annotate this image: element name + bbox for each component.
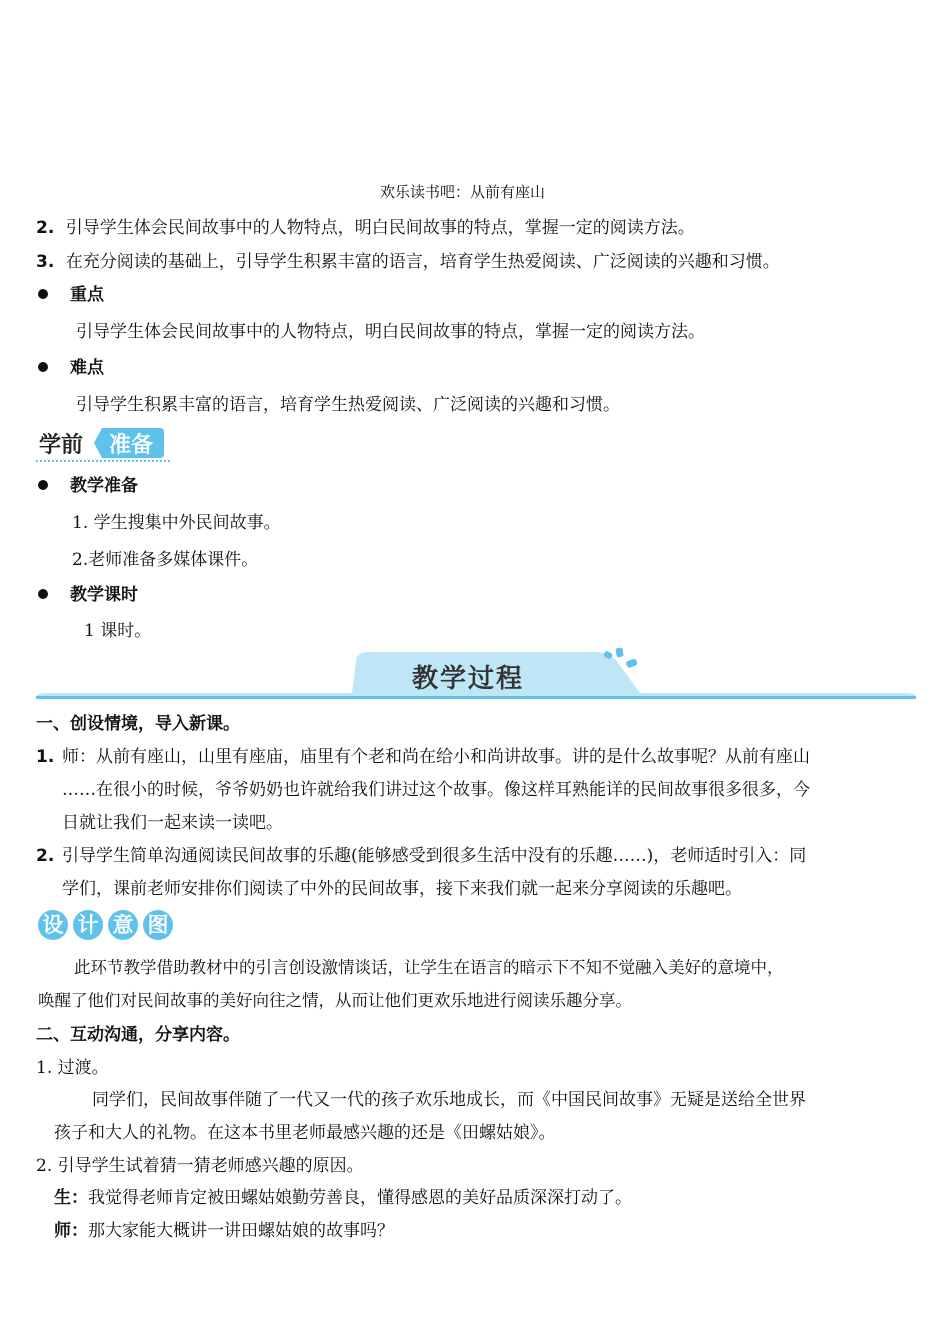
design-badge-char: 设 [38, 910, 68, 940]
paragraph-number: 1. [36, 747, 55, 767]
prep-badge-part1: 学前 [39, 433, 84, 458]
paragraph-line: ……在很小的时候，爷爷奶奶也许就给我们讲过这个故事。像这样耳熟能详的民间故事很多很多，今 [62, 780, 810, 800]
objective-item [36, 216, 695, 240]
list-item: 2. 引导学生试着猜一猜老师感兴趣的原因。 [36, 1156, 364, 1176]
objective-text: 引导学生体会民间故事中的人物特点，明白民间故事的特点，掌握一定的阅读方法。 [65, 218, 695, 238]
bullet-icon [38, 480, 48, 490]
process-banner-label: 教学过程 [412, 664, 525, 694]
design-badge-char: 图 [143, 910, 173, 940]
list-item: 1. 学生搜集中外民间故事。 [72, 513, 281, 533]
paragraph-line: 引导学生简单沟通阅读民间故事的乐趣(能够感受到很多生活中没有的乐趣……)，老师适时引入：同 [62, 846, 807, 866]
paragraph-line: 学们，课前老师安排你们阅读了中外的民间故事，接下来我们就一起来分享阅读的乐趣吧。 [62, 879, 742, 899]
dialog-speaker: 生： [54, 1188, 88, 1208]
paragraph-line: 师：从前有座山，山里有座庙，庙里有个老和尚在给小和尚讲故事。讲的是什么故事呢？从前有座山 [62, 747, 810, 767]
difficulty-text: 引导学生积累丰富的语言，培育学生热爱阅读、广泛阅读的兴趣和习惯。 [76, 395, 620, 415]
list-item: 1. 过渡。 [36, 1058, 109, 1078]
key-point-label: 重点 [70, 285, 104, 305]
objective-number: 3. [36, 252, 55, 272]
design-text-line: 此环节教学借助教材中的引言创设激情谈话，让学生在语言的暗示下不知不觉融入美好的意境中， [74, 958, 784, 977]
prep-badge-underline [36, 460, 170, 462]
paragraph-line: 同学们，民间故事伴随了一代又一代的孩子欢乐地成长，而《中国民间故事》无疑是送给全世界 [92, 1090, 806, 1110]
bullet-icon [38, 589, 48, 599]
dialog-line [54, 1186, 632, 1210]
key-point-text: 引导学生体会民间故事中的人物特点，明白民间故事的特点，掌握一定的阅读方法。 [76, 322, 705, 342]
objective-number: 2. [36, 218, 55, 238]
dialog-text: 那大家能大概讲一讲田螺姑娘的故事吗？ [88, 1221, 394, 1241]
page-title: 欢乐读书吧：从前有座山 [380, 183, 546, 201]
bullet-icon [38, 362, 48, 372]
list-item: 2.老师准备多媒体课件。 [72, 550, 259, 570]
design-badge-char: 意 [108, 910, 138, 940]
section2-heading: 二、互动沟通，分享内容。 [36, 1025, 240, 1045]
dialog-line [54, 1219, 394, 1243]
prep-badge-part2: 准备 [109, 433, 154, 458]
paragraph-number: 2. [36, 846, 55, 866]
section1-heading: 一、创设情境，导入新课。 [36, 714, 240, 734]
difficulty-label: 难点 [70, 358, 104, 378]
design-badge-char: 计 [73, 910, 103, 940]
paragraph-line: 日就让我们一起来读一读吧。 [62, 813, 283, 833]
teaching-hours-text: 1 课时。 [84, 621, 152, 641]
teaching-hours-label: 教学课时 [70, 585, 138, 605]
objective-item [36, 250, 780, 274]
dialog-speaker: 师： [54, 1221, 88, 1241]
paragraph-line: 孩子和大人的礼物。在这本书里老师最感兴趣的还是《田螺姑娘》。 [54, 1123, 556, 1143]
teaching-prep-label: 教学准备 [70, 476, 138, 496]
objective-text: 在充分阅读的基础上，引导学生积累丰富的语言，培育学生热爱阅读、广泛阅读的兴趣和习惯。 [65, 252, 780, 272]
process-banner [36, 646, 916, 702]
dialog-text: 我觉得老师肯定被田螺姑娘勤劳善良，懂得感恩的美好品质深深打动了。 [88, 1188, 632, 1208]
prep-badge [36, 424, 170, 464]
design-intent-badge [38, 910, 178, 942]
design-text-line: 唤醒了他们对民间故事的美好向往之情，从而让他们更欢乐地进行阅读乐趣分享。 [38, 991, 632, 1010]
bullet-icon [38, 289, 48, 299]
